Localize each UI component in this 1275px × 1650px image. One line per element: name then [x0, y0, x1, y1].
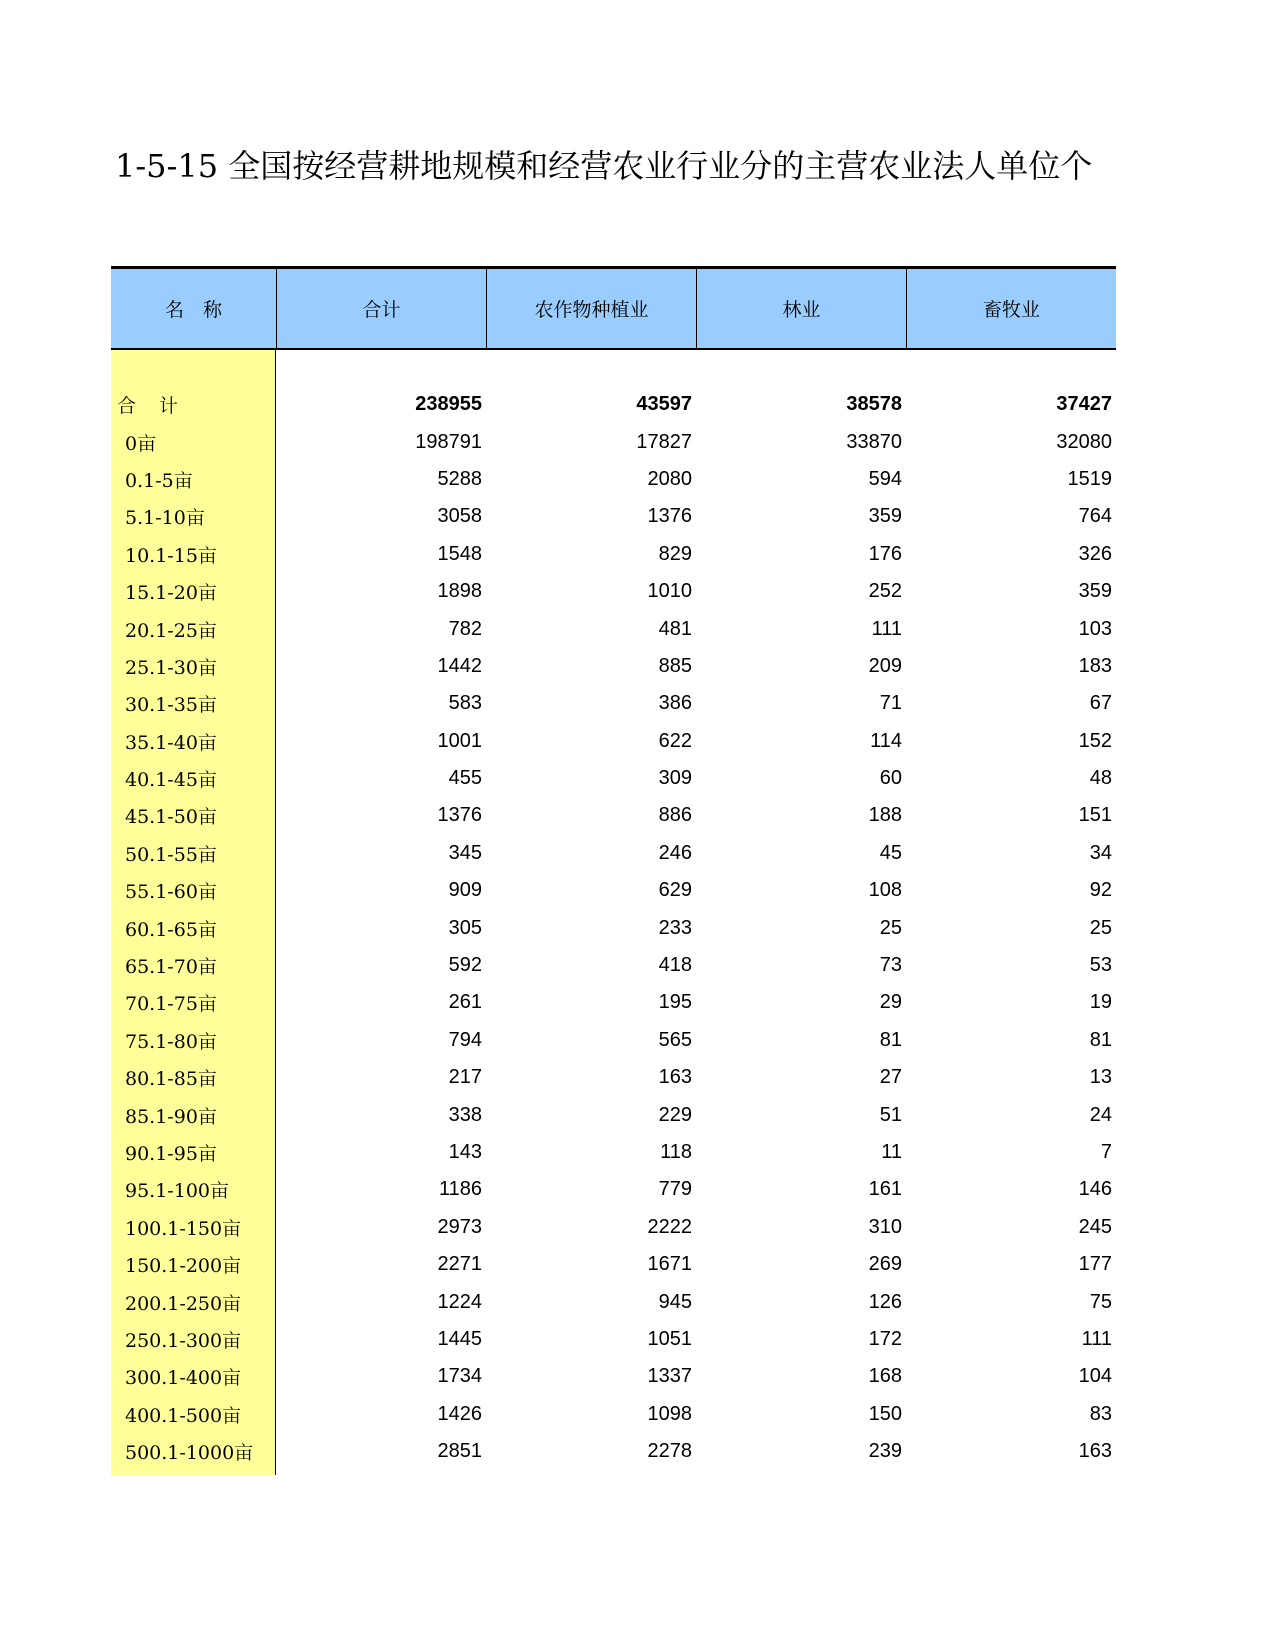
cell-total: 1548	[437, 542, 482, 565]
row-label: 150.1-200亩	[125, 1255, 242, 1278]
cell-livestock: 7	[1100, 1141, 1112, 1163]
cell-livestock: 359	[1078, 580, 1112, 603]
cell-crop: 2222	[647, 1215, 692, 1238]
cell-crop: 309	[658, 767, 692, 790]
cell-livestock: 75	[1089, 1290, 1112, 1313]
row-label: 90.1-95亩	[125, 1143, 217, 1165]
cell-livestock: 146	[1078, 1178, 1112, 1201]
cell-livestock: 32080	[1056, 430, 1112, 453]
cell-livestock: 103	[1078, 617, 1112, 640]
cell-total: 1001	[437, 729, 482, 752]
cell-crop: 779	[658, 1178, 692, 1201]
cell-total: 2271	[437, 1253, 482, 1276]
table-row	[111, 1209, 1116, 1246]
cell-crop: 629	[658, 879, 692, 902]
cell-total: 5288	[437, 467, 482, 490]
cell-forestry: 111	[871, 617, 902, 640]
cell-livestock: 13	[1089, 1066, 1112, 1089]
cell-forestry: 45	[879, 841, 902, 864]
cell-forestry: 33870	[846, 430, 902, 453]
row-label: 400.1-500亩	[125, 1404, 242, 1427]
row-label: 85.1-90亩	[125, 1105, 217, 1128]
cell-total: 1224	[437, 1290, 482, 1313]
row-label: 50.1-55亩	[125, 843, 217, 866]
cell-forestry: 73	[879, 954, 902, 977]
row-label: 25.1-30亩	[125, 656, 217, 679]
cell-crop: 233	[658, 916, 692, 939]
row-label: 35.1-40亩	[125, 731, 217, 754]
cell-forestry: 25	[879, 916, 902, 939]
data-table	[111, 266, 1116, 1470]
table-row	[111, 909, 1116, 946]
table-row	[111, 648, 1116, 685]
row-label: 60.1-65亩	[125, 918, 217, 941]
cell-livestock: 53	[1089, 954, 1112, 977]
table-row	[111, 1096, 1116, 1133]
row-label: 45.1-50亩	[125, 806, 217, 829]
table-row	[111, 461, 1116, 498]
cell-crop: 886	[658, 804, 692, 827]
cell-forestry: 176	[868, 542, 902, 565]
cell-total: 305	[448, 916, 482, 939]
cell-crop: 885	[658, 654, 692, 677]
cell-crop: 481	[658, 617, 692, 640]
row-label: 0亩	[125, 432, 157, 455]
cell-total: 1376	[437, 804, 482, 827]
cell-livestock: 326	[1078, 542, 1112, 565]
cell-total: 261	[448, 991, 482, 1014]
table-row	[111, 1246, 1116, 1283]
cell-total: 2851	[437, 1440, 482, 1463]
cell-livestock: 764	[1078, 505, 1112, 528]
cell-forestry: 51	[879, 1103, 902, 1126]
cell-livestock: 163	[1078, 1440, 1112, 1463]
row-label: 40.1-45亩	[125, 769, 217, 792]
cell-forestry: 108	[868, 879, 902, 902]
table-row	[111, 760, 1116, 797]
cell-total: 794	[448, 1028, 482, 1051]
cell-forestry: 209	[868, 654, 902, 677]
cell-total: 592	[448, 954, 482, 977]
cell-forestry: 71	[879, 692, 902, 715]
cell-forestry: 38578	[846, 393, 902, 416]
page-title: 1-5-15 全国按经营耕地规模和经营农业行业分的主营农业法人单位个	[115, 147, 1093, 185]
cell-livestock: 25	[1089, 916, 1112, 939]
cell-forestry: 60	[879, 767, 902, 790]
row-label: 0.1-5亩	[125, 469, 193, 492]
table-row	[111, 573, 1116, 610]
cell-forestry: 239	[868, 1440, 902, 1463]
cell-total: 583	[448, 692, 482, 715]
cell-total: 1442	[437, 654, 482, 677]
cell-total: 455	[448, 767, 482, 790]
cell-crop: 565	[658, 1028, 692, 1051]
cell-total: 143	[448, 1141, 482, 1163]
table-row	[111, 872, 1116, 909]
column-header-forestry: 林业	[696, 269, 906, 348]
row-label: 合 计	[117, 395, 181, 418]
table-row	[111, 723, 1116, 760]
cell-forestry: 81	[879, 1028, 902, 1051]
table-row	[111, 423, 1116, 460]
row-label: 30.1-35亩	[125, 694, 217, 717]
cell-crop: 43597	[636, 393, 692, 416]
cell-forestry: 310	[868, 1215, 902, 1238]
row-label: 65.1-70亩	[125, 956, 217, 979]
table-body	[111, 350, 1116, 1470]
cell-livestock: 151	[1078, 804, 1112, 827]
cell-livestock: 81	[1089, 1028, 1112, 1051]
cell-forestry: 269	[868, 1253, 902, 1276]
column-header-total: 合计	[276, 269, 486, 348]
row-label: 95.1-100亩	[125, 1180, 229, 1203]
cell-forestry: 11	[881, 1141, 902, 1163]
cell-livestock: 37427	[1056, 393, 1112, 416]
cell-livestock: 1519	[1067, 467, 1112, 490]
cell-livestock: 34	[1089, 841, 1112, 864]
cell-crop: 2278	[647, 1440, 692, 1463]
cell-total: 217	[448, 1066, 482, 1089]
row-label: 15.1-20亩	[125, 582, 217, 605]
table-row	[111, 984, 1116, 1021]
cell-crop: 1376	[647, 505, 692, 528]
cell-total: 198791	[415, 430, 482, 453]
table-row	[111, 1134, 1116, 1171]
cell-livestock: 183	[1078, 654, 1112, 677]
cell-crop: 1051	[647, 1327, 692, 1350]
cell-crop: 1098	[647, 1402, 692, 1425]
cell-forestry: 594	[868, 467, 902, 490]
table-row	[111, 947, 1116, 984]
cell-total: 345	[448, 841, 482, 864]
cell-crop: 829	[658, 542, 692, 565]
cell-forestry: 252	[868, 580, 902, 603]
cell-crop: 195	[658, 991, 692, 1014]
cell-forestry: 29	[879, 991, 902, 1014]
row-label: 80.1-85亩	[125, 1068, 217, 1091]
table-row	[111, 1433, 1116, 1470]
cell-livestock: 245	[1078, 1215, 1112, 1238]
cell-total: 909	[448, 879, 482, 902]
cell-livestock: 83	[1089, 1402, 1112, 1425]
cell-crop: 163	[658, 1066, 692, 1089]
cell-livestock: 152	[1078, 729, 1112, 752]
table-row	[111, 1059, 1116, 1096]
row-label: 5.1-10亩	[125, 507, 205, 530]
row-label: 500.1-1000亩	[125, 1442, 254, 1465]
cell-total: 3058	[437, 505, 482, 528]
cell-total: 338	[448, 1103, 482, 1126]
cell-forestry: 168	[868, 1365, 902, 1388]
table-row	[111, 1171, 1116, 1208]
row-label: 20.1-25亩	[125, 619, 217, 642]
cell-forestry: 27	[879, 1066, 902, 1089]
cell-forestry: 126	[868, 1290, 902, 1313]
row-label: 75.1-80亩	[125, 1030, 217, 1053]
cell-crop: 118	[660, 1141, 692, 1163]
cell-crop: 246	[658, 841, 692, 864]
cell-livestock: 67	[1089, 692, 1112, 715]
cell-crop: 1010	[647, 580, 692, 603]
row-label: 250.1-300亩	[125, 1329, 242, 1352]
cell-crop: 2080	[647, 467, 692, 490]
cell-forestry: 114	[870, 729, 902, 752]
row-label: 10.1-15亩	[125, 544, 217, 567]
cell-livestock: 104	[1078, 1365, 1112, 1388]
table-row	[111, 1358, 1116, 1395]
cell-total: 1186	[438, 1178, 482, 1201]
cell-crop: 418	[658, 954, 692, 977]
cell-total: 1445	[437, 1327, 482, 1350]
cell-total: 1898	[437, 580, 482, 603]
table-row-total	[111, 386, 1116, 423]
cell-forestry: 188	[868, 804, 902, 827]
row-label: 100.1-150亩	[125, 1217, 242, 1240]
cell-total: 782	[448, 617, 482, 640]
table-row	[111, 835, 1116, 872]
table-row	[111, 536, 1116, 573]
table-row	[111, 498, 1116, 535]
cell-livestock: 19	[1089, 991, 1112, 1014]
cell-crop: 945	[658, 1290, 692, 1313]
table-row	[111, 685, 1116, 722]
table-row	[111, 1321, 1116, 1358]
cell-livestock: 24	[1089, 1103, 1112, 1126]
cell-total: 1734	[437, 1365, 482, 1388]
table-row	[111, 1396, 1116, 1433]
cell-forestry: 150	[868, 1402, 902, 1425]
cell-forestry: 359	[868, 505, 902, 528]
table-row	[111, 797, 1116, 834]
cell-livestock: 92	[1089, 879, 1112, 902]
table-row	[111, 1283, 1116, 1320]
cell-crop: 1337	[647, 1365, 692, 1388]
column-header-crop: 农作物种植业	[486, 269, 696, 348]
row-label: 200.1-250亩	[125, 1292, 242, 1315]
cell-forestry: 172	[868, 1327, 902, 1350]
cell-crop: 17827	[636, 430, 692, 453]
column-header-name: 名 称	[164, 299, 222, 321]
column-header-livestock: 畜牧业	[906, 269, 1116, 348]
cell-total: 2973	[437, 1215, 482, 1238]
cell-total: 1426	[437, 1402, 482, 1425]
cell-livestock: 48	[1089, 767, 1112, 790]
table-row	[111, 1022, 1116, 1059]
cell-forestry: 161	[868, 1178, 902, 1201]
cell-livestock: 177	[1078, 1253, 1112, 1276]
row-label: 70.1-75亩	[125, 993, 217, 1016]
cell-crop: 1671	[647, 1253, 692, 1276]
row-label: 55.1-60亩	[125, 881, 217, 904]
table-row	[111, 610, 1116, 647]
cell-livestock: 111	[1081, 1327, 1112, 1350]
cell-crop: 229	[658, 1103, 692, 1126]
cell-crop: 386	[658, 692, 692, 715]
table-header	[111, 266, 1116, 350]
row-label: 300.1-400亩	[125, 1367, 242, 1390]
cell-crop: 622	[658, 729, 692, 752]
cell-total: 238955	[415, 393, 482, 416]
